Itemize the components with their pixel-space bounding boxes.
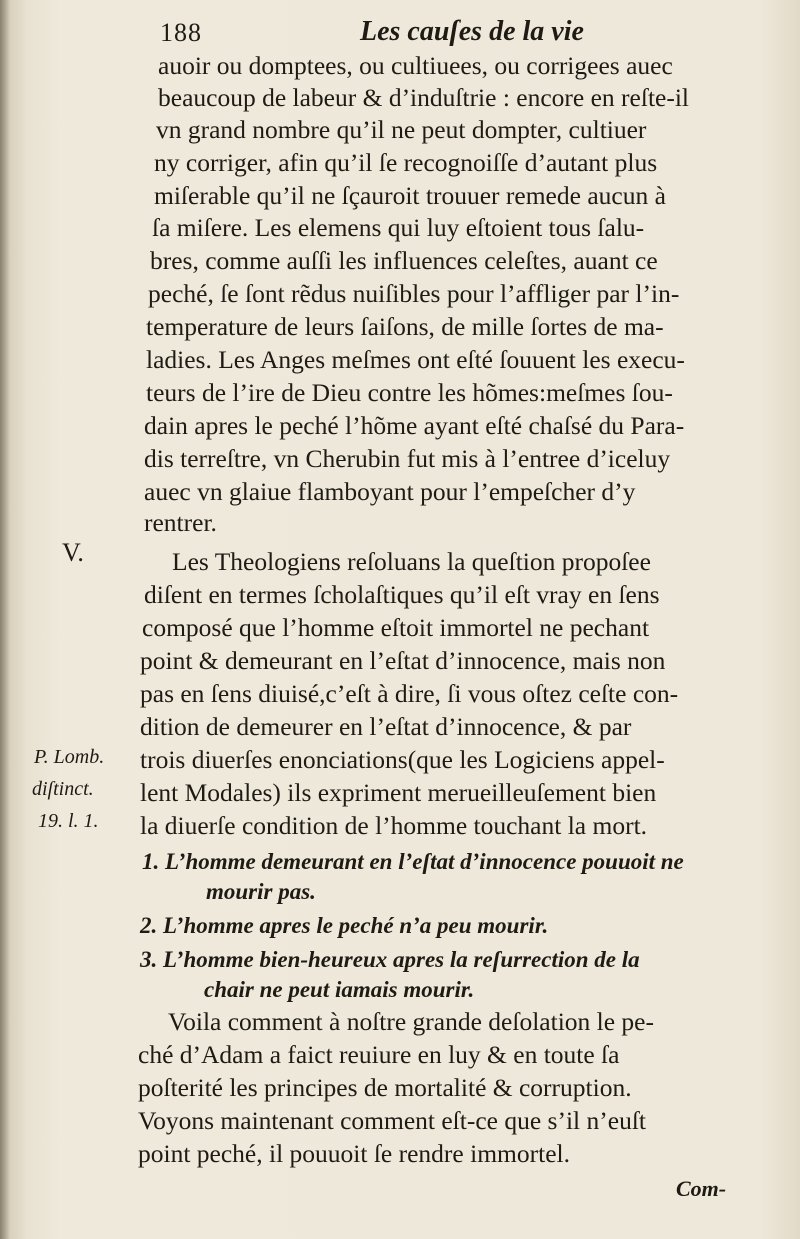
text-line: dis terreſtre, vn Cherubin fut mis à l’entree d’iceluy xyxy=(144,444,671,473)
page-number: 188 xyxy=(160,18,202,47)
text-line: Voyons maintenant comment eſt-ce que s’il n’euſt xyxy=(138,1106,646,1135)
text-line: beaucoup de labeur & d’induſtrie : encore en reſte-il xyxy=(158,83,690,112)
text-line: ſa miſere. Les elemens qui luy eſtoient tous ſalu- xyxy=(152,213,645,242)
text-line: la diuerſe condition de l’homme touchant la mort. xyxy=(140,811,648,840)
margin-note: 19. l. 1. xyxy=(38,810,99,832)
text-line: point peché, il pouuoit ſe rendre immortel. xyxy=(138,1139,570,1168)
text-line: dain apres le peché l’hõme ayant eſté chaſsé du Para- xyxy=(144,411,685,440)
text-line: rentrer. xyxy=(144,508,217,537)
text-line: trois diuerſes enonciations(que les Logiciens appel- xyxy=(140,745,665,774)
margin-note: P. Lomb. xyxy=(34,746,105,768)
text-line: Voila comment à noſtre grande deſolation le pe- xyxy=(168,1007,654,1036)
numbered-proposition: 1. L’homme demeurant en l’eſtat d’innocence pouuoit ne xyxy=(142,849,684,874)
numbered-proposition: 3. L’homme bien-heureux apres la reſurrection de la xyxy=(140,947,640,972)
numbered-proposition-continuation: mourir pas. xyxy=(206,879,316,904)
text-line: composé que l’homme eſtoit immortel ne pechant xyxy=(142,613,650,642)
text-line: pas en ſens diuisé,c’eſt à dire, ſi vous oſtez ceſte con- xyxy=(140,679,679,708)
numbered-proposition: 2. L’homme apres le peché n’a peu mourir. xyxy=(140,913,549,938)
text-line: miſerable qu’il ne ſçauroit trouuer remede aucun à xyxy=(154,181,666,210)
text-line: lent Modales) ils expriment merueilleuſement bien xyxy=(140,778,657,807)
text-line: Les Theologiens reſoluans la queſtion propoſee xyxy=(172,547,651,576)
text-line: auoir ou domptees, ou cultiuees, ou corrigees auec xyxy=(158,51,673,80)
text-line: poſterité les principes de mortalité & corruption. xyxy=(138,1073,632,1102)
text-line: temperature de leurs ſaiſons, de mille ſortes de ma- xyxy=(146,312,664,341)
text-line: teurs de l’ire de Dieu contre les hõmes:meſmes ſou- xyxy=(146,378,673,407)
margin-note: diſtinct. xyxy=(32,778,94,800)
text-line: auec vn glaiue flamboyant pour l’empeſcher d’y xyxy=(144,477,636,506)
text-line: point & demeurant en l’eſtat d’innocence, mais non xyxy=(140,646,666,675)
text-line: vn grand nombre qu’il ne peut dompter, cultiuer xyxy=(156,115,647,144)
text-line: peché, ſe ſont rẽdus nuiſibles pour l’affliger par l’in- xyxy=(148,279,680,308)
text-line: bres, comme auſſi les influences celeſtes, auant ce xyxy=(150,246,658,275)
text-line: ladies. Les Anges meſmes ont eſté ſouuent les execu- xyxy=(146,345,685,374)
text-line: ny corriger, afin qu’il ſe recognoiſſe d’autant plus xyxy=(154,148,658,177)
catchword: Com- xyxy=(676,1176,727,1201)
section-numeral: V. xyxy=(62,538,84,567)
numbered-proposition-continuation: chair ne peut iamais mourir. xyxy=(204,977,475,1002)
running-title: Les cauſes de la vie xyxy=(360,16,584,47)
text-line: ché d’Adam a faict reuiure en luy & en toute ſa xyxy=(138,1040,620,1069)
text-line: diſent en termes ſcholaſtiques qu’il eſt vray en ſens xyxy=(144,580,660,609)
text-line: dition de demeurer en l’eſtat d’innocence, & par xyxy=(140,712,632,741)
